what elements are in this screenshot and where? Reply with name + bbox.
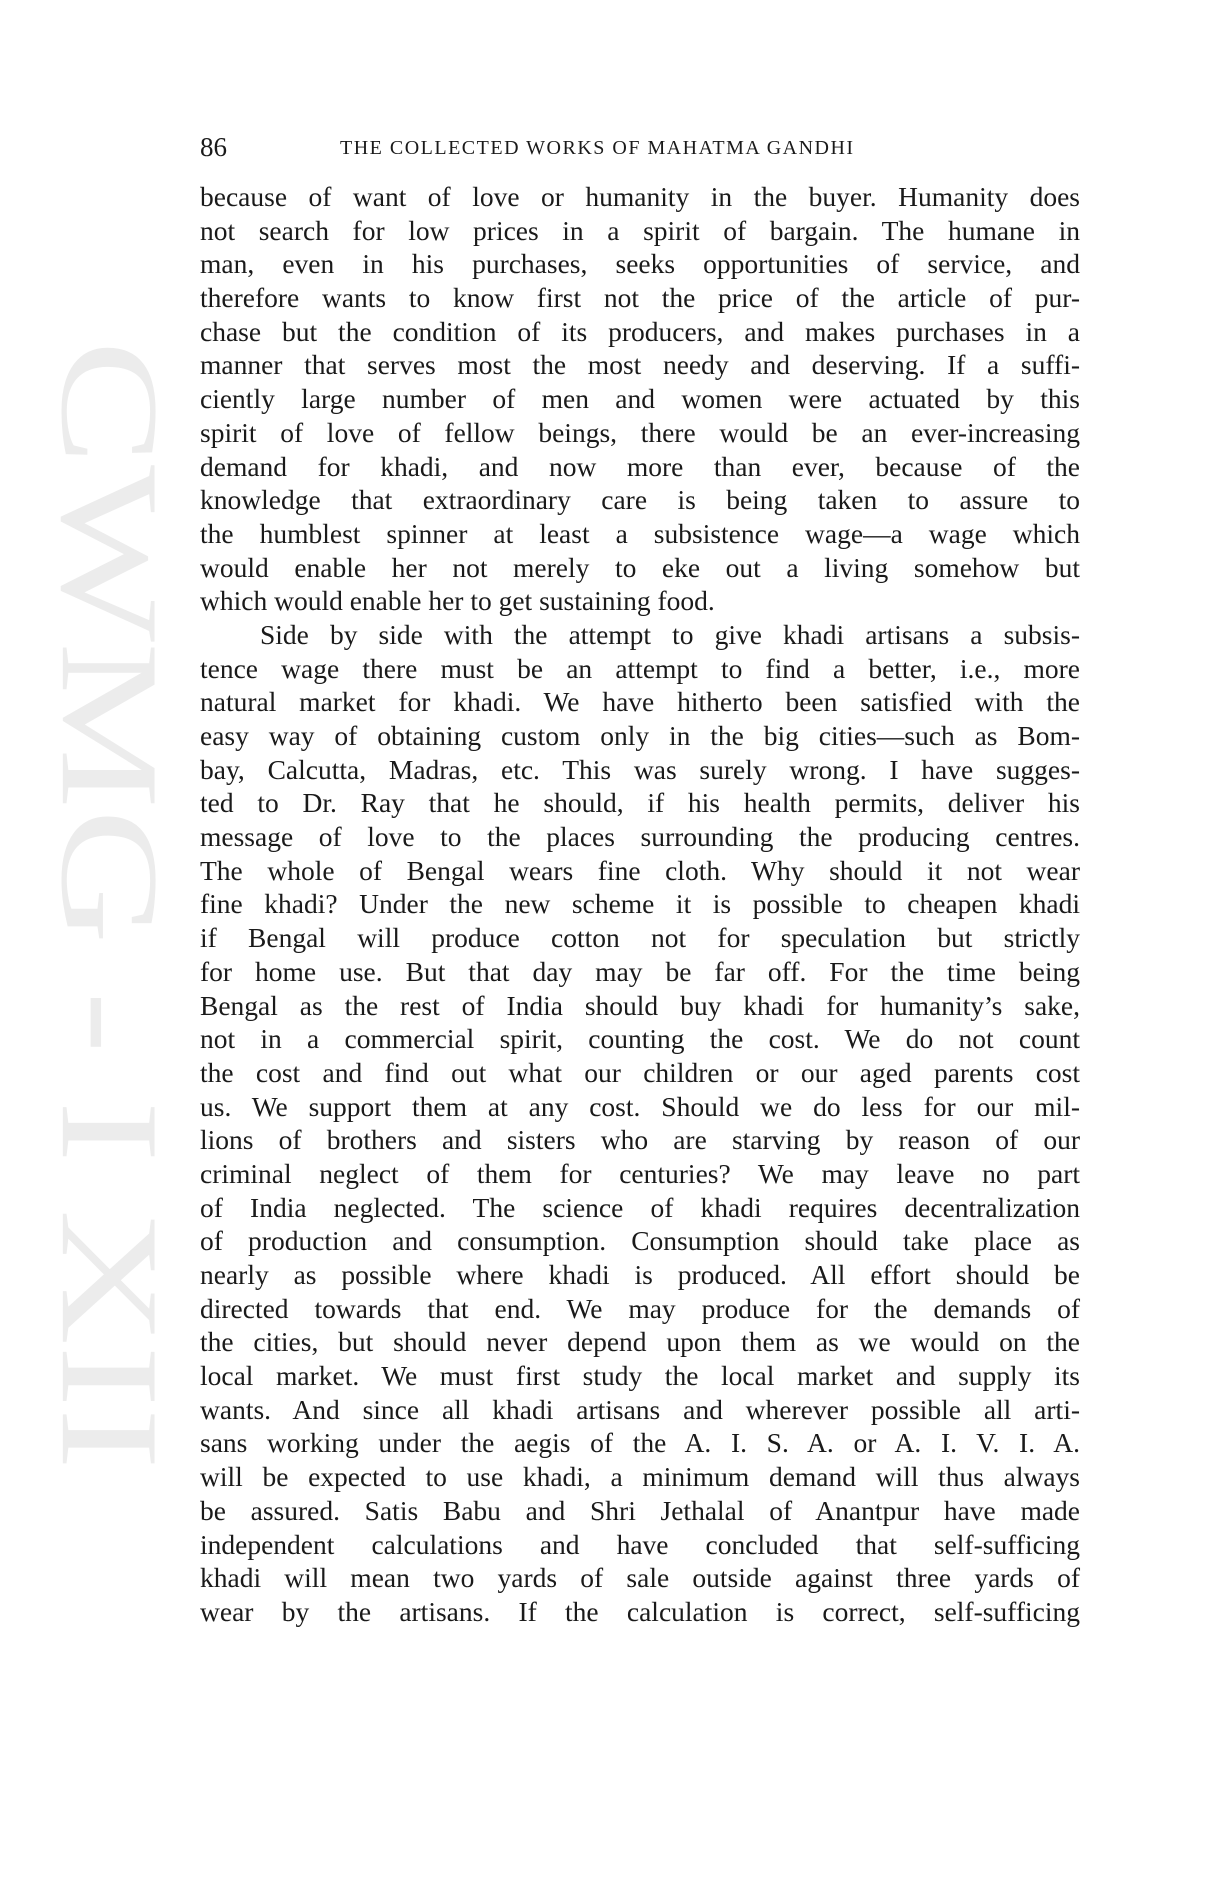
text-line: if Bengal will produce cotton not for speculation but strictly (200, 922, 1080, 954)
paragraph-start-line: Side by side with the attempt to give khadi artisans a subsis- (260, 618, 1080, 650)
text-line: natural market for khadi. We have hitherto been satisfied with the (200, 686, 1080, 718)
text-line: easy way of obtaining custom only in the big cities—such as Bom- (200, 720, 1080, 751)
text-line: sans working under the aegis of the A. I. S. A. or A. I. V. I. A. (200, 1427, 1080, 1459)
text-line: nearly as possible where khadi is produced. All effort should be (200, 1259, 1080, 1290)
text-line: therefore wants to know first not the price of the article of pur- (200, 282, 1080, 314)
text-line: for home use. But that day may be far off. For the time being (200, 955, 1080, 987)
text-line: wants. And since all khadi artisans and wherever possible all arti- (200, 1393, 1080, 1425)
text-line: of India neglected. The science of khadi requires decentralization (200, 1191, 1080, 1223)
text-line: khadi will mean two yards of sale outside against three yards of (200, 1562, 1080, 1594)
body-text (200, 180, 1080, 1629)
text-line: demand for khadi, and now more than ever, because of the (200, 450, 1080, 482)
text-line: fine khadi? Under the new scheme it is possible to cheapen khadi (200, 888, 1080, 920)
text-line: lions of brothers and sisters who are starving by reason of our (200, 1124, 1080, 1156)
text-line: the cost and find out what our children or our aged parents cost (200, 1056, 1080, 1088)
text-line: criminal neglect of them for centuries? We may leave no part (200, 1157, 1080, 1189)
text-line: spirit of love of fellow beings, there would be an ever-increasing (200, 416, 1080, 448)
text-line: would enable her not merely to eke out a living somehow but (200, 551, 1080, 583)
text-line: local market. We must first study the local market and supply its (200, 1360, 1080, 1392)
paragraph-end-line: which would enable her to get sustaining food. (200, 585, 715, 617)
text-line: knowledge that extraordinary care is being taken to assure to (200, 484, 1080, 516)
text-line: tence wage there must be an attempt to find a better, i.e., more (200, 652, 1080, 684)
text-line: message of love to the places surrounding the producing centres. (200, 821, 1080, 853)
text-line: Bengal as the rest of India should buy khadi for humanity’s sake, (200, 989, 1080, 1021)
text-line: because of want of love or humanity in the buyer. Humanity does (200, 181, 1080, 212)
text-line: of production and consumption. Consumption should take place as (200, 1225, 1080, 1257)
text-line: ciently large number of men and women were actuated by this (200, 383, 1080, 415)
text-line: wear by the artisans. If the calculation is correct, self-sufficing (200, 1595, 1080, 1627)
text-line: the cities, but should never depend upon them as we would on the (200, 1326, 1080, 1358)
watermark-text: CWMG - I XII (40, 340, 187, 1184)
text-line: be assured. Satis Babu and Shri Jethalal of Anantpur have made (200, 1494, 1080, 1526)
text-line: man, even in his purchases, seeks opportunities of service, and (200, 248, 1080, 280)
running-title: THE COLLECTED WORKS OF MAHATMA GANDHI (340, 137, 855, 159)
text-line: independent calculations and have concluded that self-sufficing (200, 1528, 1080, 1560)
text-line: us. We support them at any cost. Should we do less for our mil- (200, 1090, 1080, 1122)
page-number: 86 (200, 132, 227, 162)
text-line: chase but the condition of its producers, and makes purchases in a (200, 315, 1080, 347)
text-line: manner that serves most the most needy and deserving. If a suffi- (200, 349, 1080, 381)
text-line: The whole of Bengal wears fine cloth. Why should it not wear (200, 854, 1080, 886)
text-line: directed towards that end. We may produce for the demands of (200, 1292, 1080, 1324)
text-line: ted to Dr. Ray that he should, if his health permits, deliver his (200, 787, 1080, 819)
text-line: bay, Calcutta, Madras, etc. This was surely wrong. I have sugges- (200, 753, 1080, 785)
text-line: the humblest spinner at least a subsistence wage—a wage which (200, 517, 1080, 549)
running-head (200, 130, 1080, 164)
text-line: not search for low prices in a spirit of bargain. The humane in (200, 214, 1080, 246)
text-line: will be expected to use khadi, a minimum demand will thus always (200, 1461, 1080, 1493)
text-line: not in a commercial spirit, counting the cost. We do not count (200, 1023, 1080, 1055)
